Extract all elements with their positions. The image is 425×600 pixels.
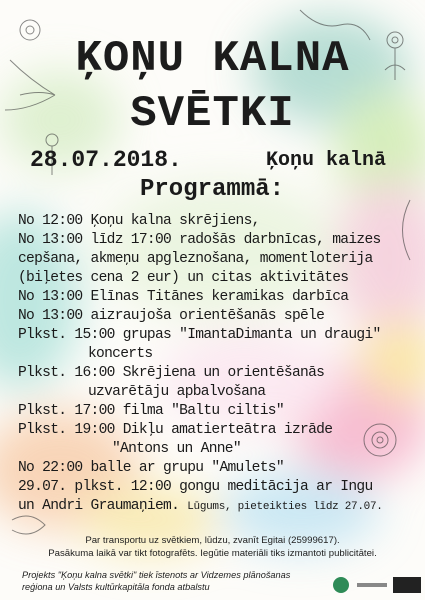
schedule-item [18,497,413,517]
sponsor-logos [333,575,423,597]
event-date: 28.07.2018. [30,147,182,173]
schedule-item: cepšana, akmeņu apgleznošana, momentloterija [18,251,373,267]
schedule-item: "Antons un Anne" [112,441,241,457]
page-title-line1: ĶOŅU KALNA [75,34,350,84]
transport-note: Par transportu uz svētkiem, lūdzu, zvanīt Egitai (25999617). [85,535,340,546]
schedule-item: Plkst. 16:00 Skrējiena un orientēšanās [18,365,325,381]
project-note [22,569,342,593]
page-title-line2: SVĒTKI [130,89,295,139]
schedule-item: No 13:00 aizraujoša orientēšanās spēle [18,308,325,324]
schedule-item: Plkst. 17:00 filma "Baltu ciltis" [18,403,284,419]
schedule-item: Plkst. 15:00 grupas "ImantaDimanta un draugi" [18,327,381,343]
registration-note: Lūgums, pieteikties līdz 27.07. [187,501,383,513]
schedule-item: No 13:00 Elīnas Titānes keramikas darbīca [18,289,349,305]
schedule-item: koncerts [88,346,153,362]
schedule-item: No 22:00 balle ar grupu "Amulets" [18,460,284,476]
schedule-item: No 13:00 līdz 17:00 radošās darbnīcas, maizes [18,232,381,248]
schedule-item: uzvarētāju apbalvošana [88,384,266,400]
partner-logo-icon [357,583,387,587]
project-note-line1: Projekts "Ķoņu kalna svētki" tiek īstenots ar Vidzemes plānošanas [22,570,291,580]
vidzeme-logo-icon [333,577,349,593]
event-place: Ķoņu kalnā [266,149,387,172]
schedule-item-text: un Andri Graumaņiem. [18,498,180,514]
project-note-line2: reģiona un Valsts kultūrkapitāla fonda atbalstu [22,582,210,592]
footer-info [0,534,425,560]
schedule-list [18,212,413,517]
schedule-item: (biļetes cena 2 eur) un citas aktivitātes [18,270,349,286]
vkkf-logo-icon [393,577,421,593]
schedule-item: 29.07. plkst. 12:00 gongu meditācija ar Ingu [18,479,373,495]
program-heading: Programmā: [140,176,285,203]
photo-note: Pasākuma laikā var tikt fotografēts. Iegūtie materiāli tiks izmantoti publicitātei. [48,548,377,559]
schedule-item: No 12:00 Ķoņu kalna skrējiens, [18,213,260,229]
schedule-item: Plkst. 19:00 Dikļu amatierteātra izrāde [18,422,333,438]
